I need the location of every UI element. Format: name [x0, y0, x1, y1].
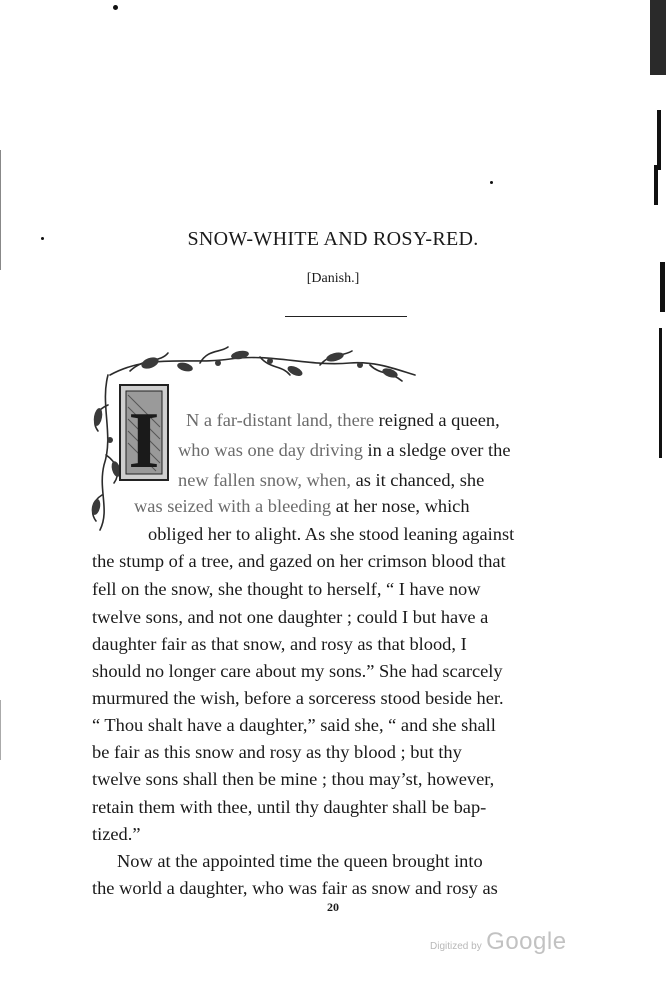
faded-text: was seized with a bleeding [134, 496, 336, 516]
dark-text: fell on the snow, she thought to herself, “ I have now [92, 579, 481, 599]
story-title: SNOW-WHITE AND ROSY-RED. [187, 228, 479, 250]
dark-text: the stump of a tree, and gazed on her crimson blood that [92, 551, 506, 571]
body-line-6 [92, 549, 506, 573]
body-line-13 [92, 740, 462, 764]
faded-text: who was one day driving [178, 440, 368, 460]
scan-speck [113, 5, 118, 10]
digitized-prefix: Digitized by [430, 941, 482, 952]
body-line-3 [178, 468, 484, 492]
dark-text: “ Thou shalt have a daughter,” said she, “ and she shall [92, 715, 496, 735]
scan-edge-mark [657, 110, 661, 170]
dark-text: at her nose, which [335, 496, 470, 516]
dark-text: murmured the wish, before a sorceress stood beside her. [92, 688, 504, 708]
dark-text: twelve sons shall then be mine ; thou may’st, however, [92, 769, 495, 789]
dark-text: twelve sons, and not one daughter ; could I but have a [92, 607, 489, 627]
scan-edge-mark [0, 700, 1, 760]
dark-text: the world a daughter, who was fair as snow and rosy as [92, 878, 498, 898]
body-line-11 [92, 686, 504, 710]
dark-text: be fair as this snow and rosy as thy blood ; but thy [92, 742, 462, 762]
dark-text: reigned a queen, [378, 410, 500, 430]
body-line-5 [148, 522, 514, 546]
body-line-8 [92, 605, 488, 629]
page-number: 20 [327, 900, 339, 914]
body-line-9 [92, 632, 467, 656]
title-divider [285, 316, 407, 317]
scan-edge-mark [659, 328, 662, 458]
scan-edge-mark [0, 150, 1, 270]
dark-text: as it chanced, she [355, 470, 485, 490]
dark-text: daughter fair as that snow, and rosy as that blood, I [92, 634, 467, 654]
drop-cap-letter: I [128, 397, 160, 485]
scan-speck [490, 181, 493, 184]
body-line-2 [178, 438, 511, 462]
body-line-7 [92, 577, 481, 601]
dark-text: obliged her to alight. As she stood leaning against [148, 524, 515, 544]
story-origin: [Danish.] [306, 271, 360, 286]
faded-text: N a far-distant land, there [186, 410, 379, 430]
body-line-18 [92, 876, 498, 900]
dark-text: should no longer care about my sons.” She had scarcely [92, 661, 503, 681]
body-line-1 [186, 408, 500, 432]
google-logo: Google [486, 928, 567, 955]
body-line-10 [92, 659, 503, 683]
scan-edge-mark [654, 165, 658, 205]
body-line-17 [117, 849, 483, 873]
body-line-4 [134, 494, 470, 518]
faded-text: new fallen snow, when, [178, 470, 356, 490]
scan-edge-mark [650, 0, 666, 75]
dark-text: tized.” [92, 824, 141, 844]
dark-text: Now at the appointed time the queen brought into [117, 851, 483, 871]
digitized-watermark [430, 928, 567, 956]
scan-edge-mark [660, 262, 665, 312]
dark-text: retain them with thee, until thy daughter shall be bap- [92, 797, 487, 817]
dark-text: in a sledge over the [367, 440, 511, 460]
body-line-12 [92, 713, 496, 737]
body-line-14 [92, 767, 494, 791]
body-line-16 [92, 822, 141, 846]
body-line-15 [92, 795, 486, 819]
